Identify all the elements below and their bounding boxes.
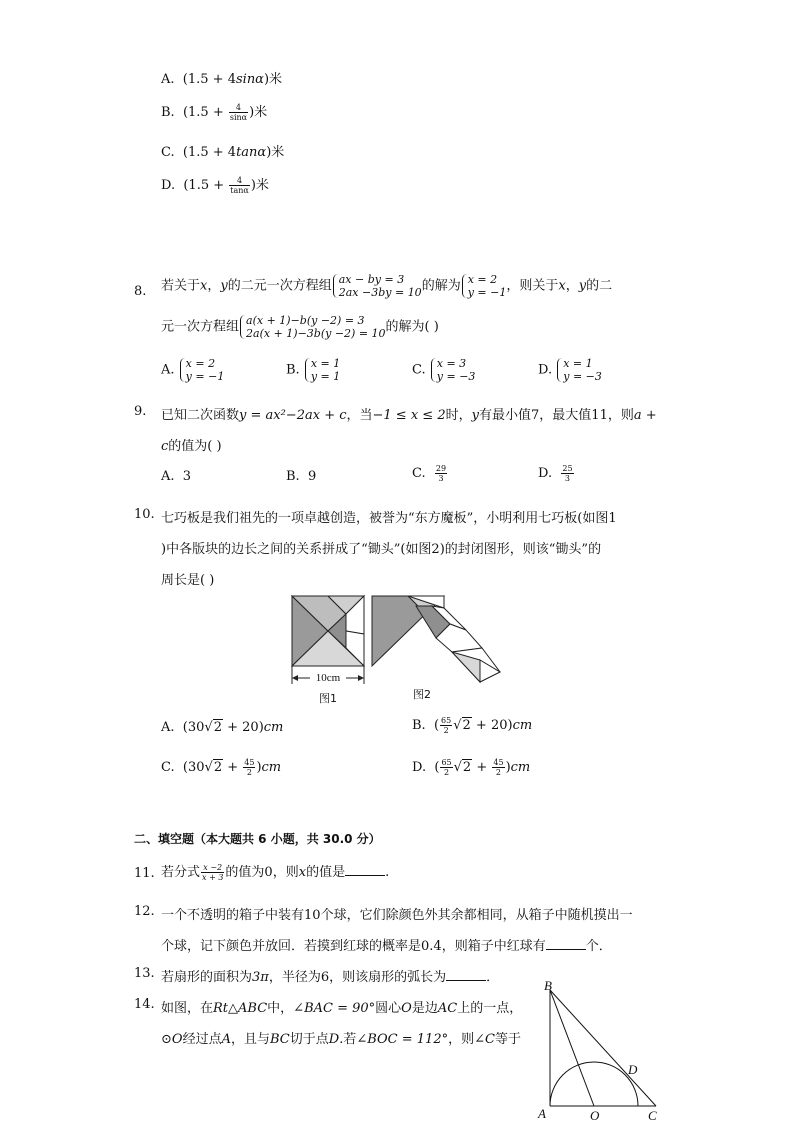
q9-stem-line2 — [161, 435, 222, 454]
numerator: 65 — [441, 716, 452, 725]
equation: y = 1 — [310, 370, 341, 383]
text: ，则 — [607, 408, 634, 423]
question-number: 8. — [134, 284, 147, 299]
value: 3π — [252, 970, 269, 985]
numerator: x −2 — [201, 863, 224, 873]
var: x — [200, 278, 208, 294]
option-text: (1.5 + 4 — [182, 72, 236, 87]
label-D: D — [628, 1062, 638, 1077]
option-letter: B. — [161, 105, 175, 120]
text: ，半径为 — [268, 970, 321, 985]
expression: y = ax²−2ax + c — [239, 408, 347, 423]
option-letter: C. — [161, 760, 175, 775]
condition: −1 ≤ x ≤ 2 — [372, 408, 446, 423]
option-suffix: )米 — [266, 145, 285, 160]
option-letter: A. — [161, 469, 175, 484]
expression: ∠C — [474, 1032, 495, 1047]
q10-option-d: D. ( $\frac{65}{2}$ √2 + $\frac{45}{2}$ )cm — [412, 758, 531, 777]
text: 若扇形的面积为 — [161, 970, 253, 985]
unit: cm — [510, 760, 531, 775]
text: ，则箱子中红球有 — [441, 939, 546, 954]
fraction — [561, 464, 573, 483]
value: 10 — [304, 908, 321, 923]
text: 圆心 — [375, 1001, 402, 1016]
text: 上的一点， — [457, 1001, 523, 1016]
q8-option-c — [412, 357, 475, 383]
option-letter: D. — [412, 760, 427, 775]
q10-stem-line2: )中各版块的边长之间的关系拼成了“锄头”(如图2)的封闭图形，则该“锄头”的 — [161, 542, 602, 557]
label-A: A — [538, 1106, 546, 1121]
text: 时， — [445, 408, 472, 423]
option-text: ( — [434, 760, 440, 775]
equation: 2a(x + 1)−3b(y −2) = 10 — [246, 327, 386, 340]
option-system — [556, 357, 602, 383]
denominator: 3 — [564, 474, 570, 483]
denominator: 2 — [443, 768, 450, 777]
denominator: 2 — [443, 726, 449, 735]
label-B: B — [544, 978, 552, 993]
var: y — [471, 408, 479, 423]
fraction — [440, 716, 452, 735]
option-letter: A. — [161, 362, 175, 378]
option-text: ) — [256, 760, 262, 775]
value: 11 — [591, 408, 608, 423]
unit: cm — [263, 720, 284, 735]
option-value: 3 — [182, 469, 192, 484]
label-C: C — [648, 1108, 657, 1122]
var: BC — [269, 1032, 290, 1047]
figure-1-label: 图1 — [319, 692, 337, 705]
equation: y = −1 — [185, 370, 225, 383]
option-text: (30 — [182, 760, 205, 775]
question-number: 12. — [134, 904, 155, 919]
var: A — [221, 1032, 231, 1047]
unit: cm — [261, 760, 282, 775]
equation: x = 1 — [563, 357, 593, 370]
q7-option-c — [161, 141, 284, 160]
equation: ax − by = 3 — [338, 273, 405, 286]
q8-stem-line1 — [161, 273, 612, 299]
equation: x = 2 — [185, 357, 216, 370]
text: 的解为 — [421, 278, 461, 294]
numerator: 25 — [562, 464, 573, 473]
segment-BO — [550, 990, 594, 1106]
text: ，则 — [272, 865, 299, 880]
equation: x = 1 — [310, 357, 341, 370]
text: 的二元一次方程组 — [227, 278, 332, 294]
denominator: 3 — [438, 474, 444, 483]
text: 的值是 — [306, 865, 346, 880]
expression: ∠BAC = 90° — [293, 1001, 376, 1016]
question-number: 14. — [134, 997, 155, 1012]
text: ，则关于 — [506, 278, 559, 294]
equation: y = −3 — [563, 370, 602, 383]
section-title: 二、填空题（本大题共 6 小题，共 30.0 分） — [134, 832, 381, 846]
answer-blank[interactable] — [345, 863, 385, 876]
unit: cm — [512, 718, 533, 733]
expression: Rt△ABC — [213, 1001, 268, 1016]
option-text: + 20) — [223, 720, 264, 735]
dim-arrow-left — [292, 675, 298, 681]
q9-option-c — [412, 464, 448, 483]
numerator: 45 — [493, 758, 504, 767]
expression: ⊙O — [161, 1032, 183, 1047]
answer-blank[interactable] — [546, 937, 586, 950]
option-system — [304, 357, 340, 383]
option-text: ) — [505, 760, 511, 775]
option-value: 9 — [307, 469, 317, 484]
q9-stem-line1 — [161, 404, 657, 423]
q9-option-d — [538, 464, 575, 483]
text: . — [385, 865, 390, 880]
var: D — [328, 1032, 340, 1047]
q8-stem-line2 — [161, 314, 439, 340]
text: 等于 — [494, 1032, 521, 1047]
text: 的解为( ) — [385, 319, 439, 335]
text: 的值为 — [225, 865, 265, 880]
denominator: 2 — [495, 768, 502, 777]
text: 的值为( ) — [168, 439, 222, 454]
question-number: 11. — [134, 866, 155, 881]
text: 有最小值 — [478, 408, 531, 423]
option-letter: D. — [538, 466, 553, 481]
q9-option-a — [161, 469, 191, 484]
text: 如图，在 — [161, 1001, 214, 1016]
q7-option-d — [161, 174, 269, 195]
text: 是边 — [411, 1001, 438, 1016]
q10-option-b: B. ( $\frac{65}{2}$ √2 + 20)cm — [412, 716, 533, 735]
fraction — [243, 758, 255, 777]
equation: y = −1 — [467, 286, 507, 299]
option-text: (30 — [182, 720, 205, 735]
text: 若关于 — [161, 278, 201, 294]
text: 个球，记下颜色并放回．若摸到红球的概率是 — [161, 939, 422, 954]
answer-blank[interactable] — [446, 968, 486, 981]
option-letter: A. — [161, 72, 175, 87]
text: 个球，它们除颜色外其余都相同，从箱子中随机摸出一 — [320, 908, 633, 923]
option-text: + 20) — [471, 718, 513, 733]
var: x — [558, 278, 566, 294]
denominator: sinα — [229, 113, 248, 122]
text: ， — [207, 278, 221, 294]
equation-system-2 — [239, 314, 386, 340]
value: 6 — [320, 970, 330, 985]
dim-label: 10cm — [315, 672, 341, 684]
q14-stem-line2 — [161, 1028, 521, 1047]
fraction — [492, 758, 504, 777]
equation: a(x + 1)−b(y −2) = 3 — [246, 314, 365, 327]
option-letter: D. — [161, 178, 176, 193]
var: y — [578, 278, 587, 294]
option-text: + — [472, 760, 492, 775]
denominator: tanα — [230, 186, 249, 195]
text: 元一次方程组 — [161, 319, 240, 335]
radicand: 2 — [462, 718, 471, 733]
q10-option-c: C. (30√2 + $\frac{45}{2}$ )cm — [161, 758, 282, 777]
equation: x = 3 — [436, 357, 467, 370]
fraction — [229, 176, 250, 195]
text: 个． — [585, 939, 612, 954]
text: ，则 — [448, 1032, 475, 1047]
option-letter: D. — [538, 362, 553, 378]
expression: ∠BOC = 112° — [356, 1032, 449, 1047]
var: y — [220, 278, 228, 294]
q10-stem-line1: 七巧板是我们祖先的一项卓越创造，被誉为“东方魔板”，小明利用七巧板(如图1 — [161, 511, 617, 526]
text: 已知二次函数 — [161, 408, 240, 423]
expression: a + — [633, 408, 657, 423]
option-letter: A. — [161, 720, 175, 735]
option-fn: sinα — [235, 72, 264, 87]
option-text: (1.5 + 4 — [182, 145, 237, 160]
option-text: ( — [433, 718, 440, 733]
text: 一个不透明的箱子中装有 — [161, 908, 305, 923]
option-system — [430, 357, 476, 383]
text: 中， — [267, 1001, 294, 1016]
text: 的二 — [586, 278, 613, 294]
q10-stem-line3: 周长是( ) — [161, 573, 215, 588]
label-O: O — [590, 1108, 600, 1122]
numerator: 65 — [441, 758, 452, 767]
fraction — [435, 464, 447, 483]
text: 若分式 — [161, 865, 201, 880]
question-number: 13. — [134, 966, 155, 981]
option-letter: C. — [161, 145, 175, 160]
var: O — [401, 1001, 412, 1016]
text: ，当 — [346, 408, 373, 423]
q12-stem-line1 — [161, 904, 633, 923]
numerator: 4 — [229, 103, 248, 113]
q9-option-b — [286, 469, 316, 484]
option-system — [179, 357, 225, 383]
var: x — [298, 865, 307, 880]
option-letter: B. — [286, 362, 300, 378]
option-letter: B. — [412, 718, 426, 733]
q8-option-d — [538, 357, 602, 383]
q10-option-a: A. (30√2 + 20)cm — [161, 720, 284, 735]
equation-system-1 — [332, 273, 422, 299]
text: .若 — [339, 1032, 357, 1047]
hoe-figure-2 — [366, 592, 506, 704]
text: ． — [486, 970, 500, 985]
option-text: + — [223, 760, 243, 775]
fraction — [229, 103, 248, 122]
side-BC — [550, 990, 656, 1106]
denominator: x + 3 — [202, 873, 224, 882]
text: ，最大值 — [539, 408, 592, 423]
option-letter: C. — [412, 362, 426, 378]
q12-stem-line2 — [161, 935, 612, 954]
dim-arrow-right — [358, 675, 364, 681]
option-fn: tanα — [236, 145, 267, 160]
fraction — [440, 758, 452, 777]
equation: 2ax −3by = 10 — [338, 286, 422, 299]
option-text: (1.5 + — [182, 105, 228, 120]
option-letter: B. — [286, 469, 300, 484]
text: ，且与 — [230, 1032, 270, 1047]
text: ，则该扇形的弧长为 — [329, 970, 447, 985]
radicand: 2 — [213, 760, 223, 775]
option-suffix: )米 — [263, 72, 283, 87]
numerator: 45 — [244, 758, 255, 767]
q11-stem — [161, 861, 389, 882]
radicand: 2 — [462, 760, 472, 775]
equation: x = 2 — [467, 273, 498, 286]
question-number: 9. — [134, 404, 147, 419]
option-letter: C. — [412, 466, 426, 481]
figure-2-label: 图2 — [413, 688, 431, 701]
q7-option-a — [161, 68, 282, 87]
text: 切于点 — [289, 1032, 329, 1047]
value: 7 — [531, 408, 540, 423]
q8-option-b — [286, 357, 340, 383]
numerator: 4 — [229, 176, 250, 186]
value: 0 — [264, 865, 273, 880]
option-suffix: )米 — [249, 105, 268, 120]
denominator: 2 — [246, 768, 252, 777]
option-text: (1.5 + — [183, 178, 229, 193]
var: c — [161, 439, 169, 454]
semicircle-O — [550, 1062, 638, 1106]
solution-system — [461, 273, 507, 299]
q8-option-a — [161, 357, 224, 383]
tangram-figure-1 — [286, 594, 376, 706]
numerator: 29 — [435, 464, 447, 473]
text: 经过点 — [182, 1032, 222, 1047]
q14-geometry-figure — [536, 976, 666, 1122]
q14-stem-line1 — [161, 997, 522, 1016]
q13-stem — [161, 966, 499, 985]
radicand: 2 — [213, 720, 222, 735]
text: ， — [565, 278, 579, 294]
equation: y = −3 — [436, 370, 476, 383]
q7-option-b — [161, 101, 267, 122]
fraction — [201, 863, 224, 882]
option-suffix: )米 — [250, 178, 269, 193]
var: AC — [437, 1001, 458, 1016]
value: 0.4 — [421, 939, 442, 954]
question-number: 10. — [134, 507, 155, 522]
